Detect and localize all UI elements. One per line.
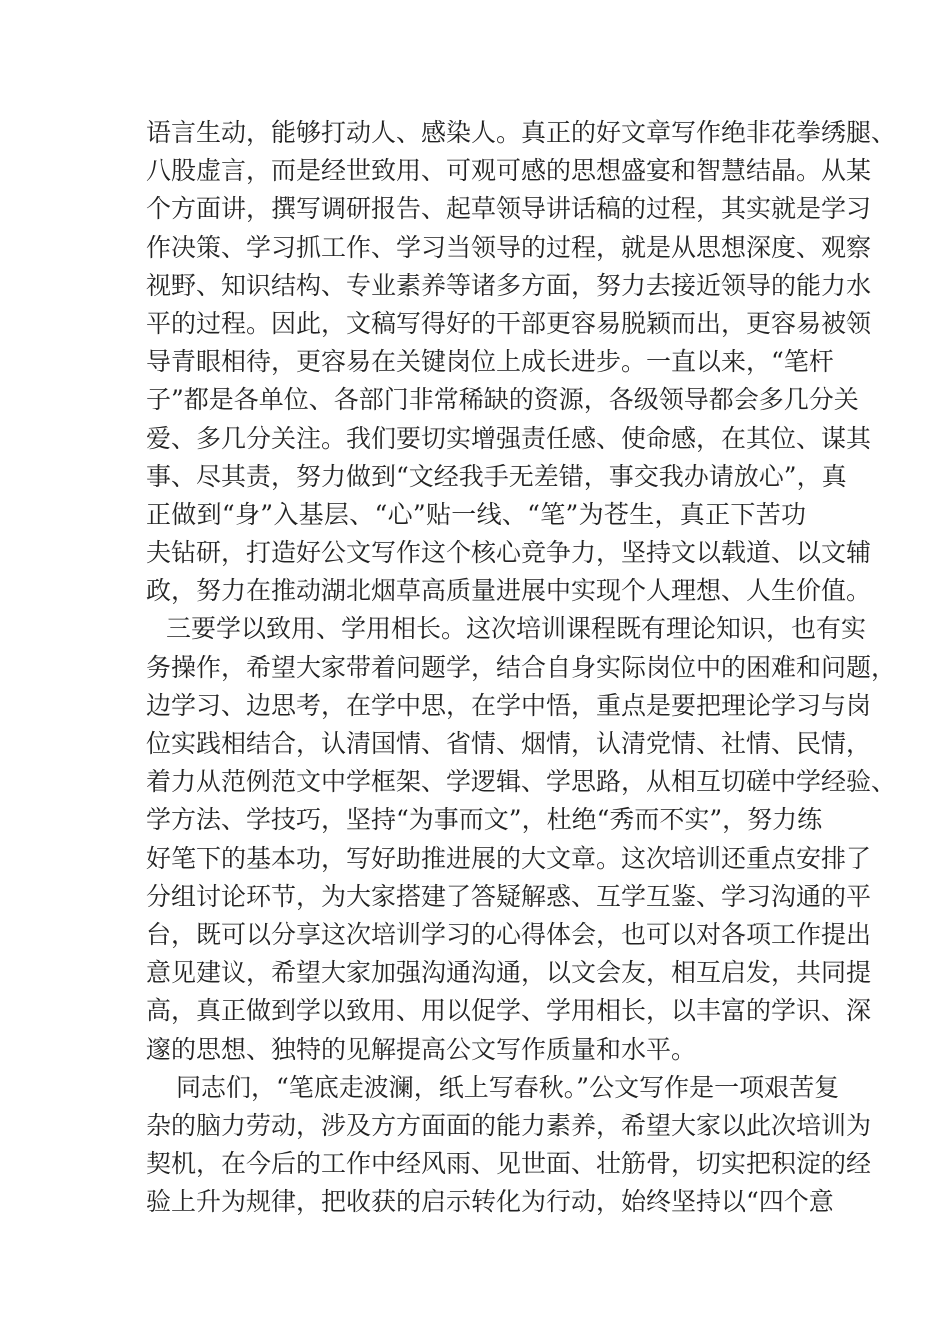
paragraph-1-line-5: 视野、知识结构、专业素养等诸多方面，努力去接近领导的能力水: [146, 270, 872, 300]
paragraph-3-line-2: 杂的脑力劳动，涉及方方面面的能力素养，希望大家以此次培训为: [146, 1110, 872, 1140]
paragraph-2-line-12: 邃的思想、独特的见解提高公文写作质量和水平。: [146, 1034, 697, 1064]
paragraph-1-line-7: 导青眼相待，更容易在关键岗位上成长进步。一直以来，“笔杆: [146, 347, 834, 377]
paragraph-2-line-8: 分组讨论环节，为大家搭建了答疑解惑、互学互鉴、学习沟通的平: [146, 881, 872, 911]
document-body: [146, 114, 897, 1221]
paragraph-1-line-1: 语言生动，能够打动人、感染人。真正的好文章写作绝非花拳绣腿、: [146, 118, 897, 147]
paragraph-3-line-1: 同志们，“笔底走波澜，纸上写春秋。”公文写作是一项艰苦复: [176, 1072, 840, 1102]
paragraph-1-line-13: 政，努力在推动湖北烟草高质量进展中实现个人理想、人生价值。: [146, 576, 872, 606]
paragraph-1-line-8: 子”都是各单位、各部门非常稀缺的资源，各级领导都会多几分关: [146, 385, 859, 415]
paragraph-2-line-6: 学方法、学技巧，坚持“为事而文”，杜绝“秀而不实”，努力练: [146, 805, 823, 835]
paragraph-2-line-10: 意见建议，希望大家加强沟通沟通，以文会友，相互启发，共同提: [146, 958, 872, 988]
paragraph-1-line-4: 作决策、学习抓工作、学习当领导的过程，就是从思想深度、观察: [146, 232, 872, 262]
paragraph-2-line-1: 三要学以致用、学用相长。这次培训课程既有理论知识，也有实: [166, 614, 867, 644]
paragraph-1-line-3: 个方面讲，撰写调研报告、起草领导讲话稿的过程，其实就是学习: [146, 194, 872, 224]
paragraph-2-line-9: 台，既可以分享这次培训学习的心得体会，也可以对各项工作提出: [146, 919, 872, 949]
paragraph-3-line-3: 契机，在今后的工作中经风雨、见世面、壮筋骨，切实把积淀的经: [146, 1149, 872, 1179]
paragraph-2-line-2: 务操作，希望大家带着问题学，结合自身实际岗位中的困难和问题，: [146, 652, 897, 682]
paragraph-3-line-4: 验上升为规律，把收获的启示转化为行动，始终坚持以“四个意: [146, 1187, 834, 1217]
paragraph-1-line-10: 事、尽其责，努力做到“文经我手无差错，事交我办请放心”，真: [146, 461, 847, 491]
paragraph-1-line-6: 平的过程。因此，文稿写得好的干部更容易脱颖而出，更容易被领: [146, 308, 872, 338]
paragraph-2-line-4: 位实践相结合，认清国情、省情、烟情，认清党情、社情、民情，: [146, 729, 872, 758]
paragraph-1-line-11: 正做到“身”入基层、“心”贴一线、“笔”为苍生，真正下苦功: [146, 499, 806, 529]
paragraph-2-line-7: 好笔下的基本功，写好助推进展的大文章。这次培训还重点安排了: [146, 843, 872, 873]
paragraph-1-line-12: 夫钻研，打造好公文写作这个核心竞争力，坚持文以载道、以文辅: [146, 538, 872, 568]
paragraph-2-line-3: 边学习、边思考，在学中思，在学中悟，重点是要把理论学习与岗: [146, 690, 872, 720]
paragraph-1-line-2: 八股虚言，而是经世致用、可观可感的思想盛宴和智慧结晶。从某: [146, 156, 872, 186]
paragraph-1-line-9: 爱、多几分关注。我们要切实增强责任感、使命感，在其位、谋其: [146, 423, 872, 453]
paragraph-2-line-11: 高，真正做到学以致用、用以促学、学用相长，以丰富的学识、深: [146, 996, 872, 1026]
paragraph-2-line-5: 着力从范例范文中学框架、学逻辑、学思路，从相互切磋中学经验、: [146, 767, 897, 797]
